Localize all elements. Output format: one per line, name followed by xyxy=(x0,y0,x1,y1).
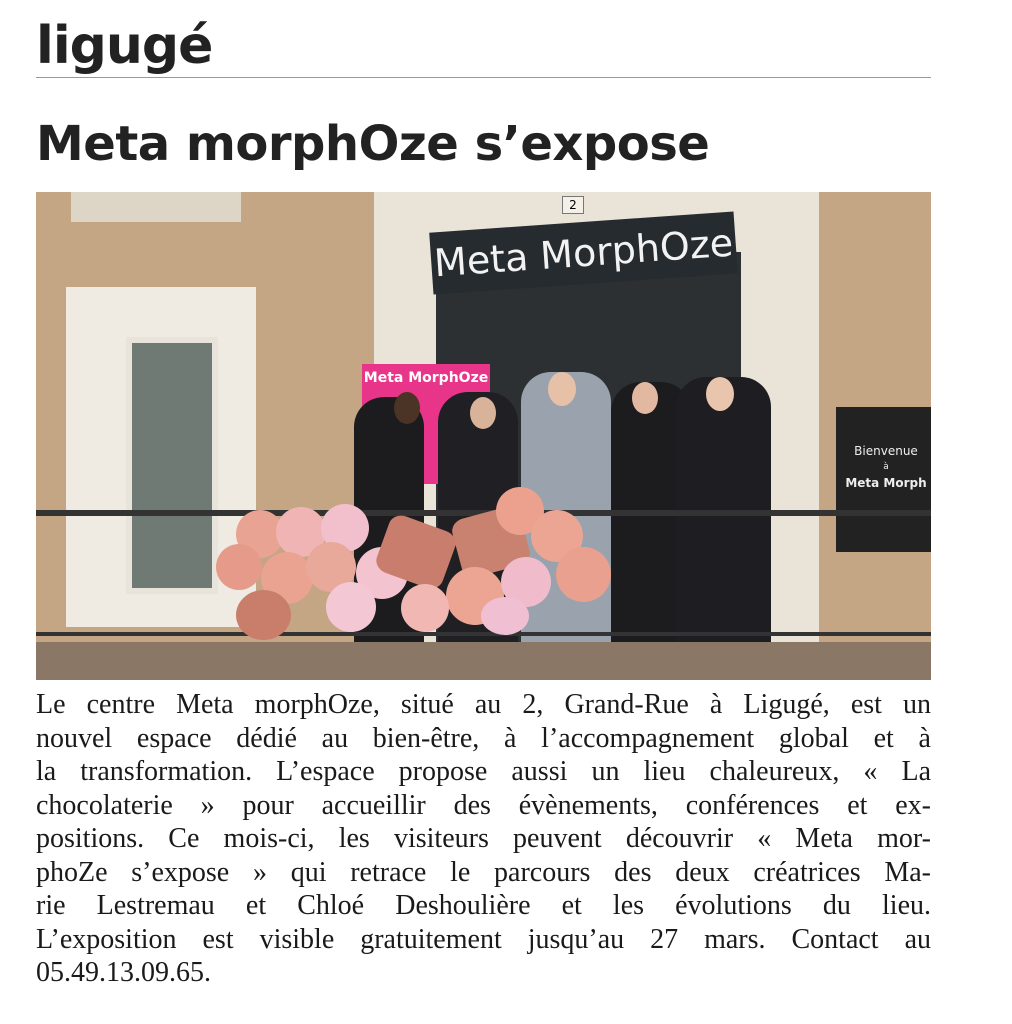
divider xyxy=(36,77,931,78)
body-line: 05.49.13.09.65. xyxy=(36,957,211,988)
welcome-sign xyxy=(836,407,931,552)
body-line: phoZe s’expose » qui retrace le parcours des deux créatrices Ma- xyxy=(36,856,931,888)
face xyxy=(706,377,734,411)
house-number: 2 xyxy=(562,196,584,214)
balloon xyxy=(401,584,449,632)
balloon xyxy=(326,582,376,632)
body-line: chocolaterie » pour accueillir des évènements, conférences et ex- xyxy=(36,789,931,821)
ground xyxy=(36,642,931,680)
balloon xyxy=(216,544,262,590)
face xyxy=(470,397,496,429)
body-line: la transformation. L’espace propose aussi un lieu chaleureux, « La xyxy=(36,756,931,787)
body-line: nouvel espace dédié au bien-être, à l’accompagnement global et à xyxy=(36,722,931,754)
body-line: rie Lestremau et Chloé Deshoulière et les évolutions du lieu. xyxy=(36,890,931,921)
window xyxy=(126,337,218,594)
shop-sign: Meta MorphOze xyxy=(429,211,738,294)
railing xyxy=(36,632,931,636)
face xyxy=(394,392,420,424)
pink-banner: Meta MorphOze xyxy=(362,364,490,484)
body-line: L’exposition est visible gratuitement jusqu’au 27 mars. Contact au xyxy=(36,923,931,955)
balloon xyxy=(236,590,291,640)
article-body xyxy=(36,688,931,990)
face xyxy=(548,372,576,406)
body-line: Le centre Meta morphOze, situé au 2, Grand-Rue à Ligugé, est un xyxy=(36,689,931,720)
article-headline: Meta morphOze s’expose xyxy=(36,116,710,172)
body-line: positions. Ce mois-ci, les visiteurs peuvent découvrir « Meta mor- xyxy=(36,823,931,854)
section-title: ligugé xyxy=(36,16,213,76)
welcome-line: à xyxy=(883,462,889,472)
face xyxy=(632,382,658,414)
balloon xyxy=(481,597,529,635)
article-photo xyxy=(36,192,931,680)
welcome-line: Meta Morph xyxy=(845,476,927,490)
cornice xyxy=(71,192,241,222)
welcome-line: Bienvenue xyxy=(854,444,918,458)
balloon xyxy=(556,547,611,602)
